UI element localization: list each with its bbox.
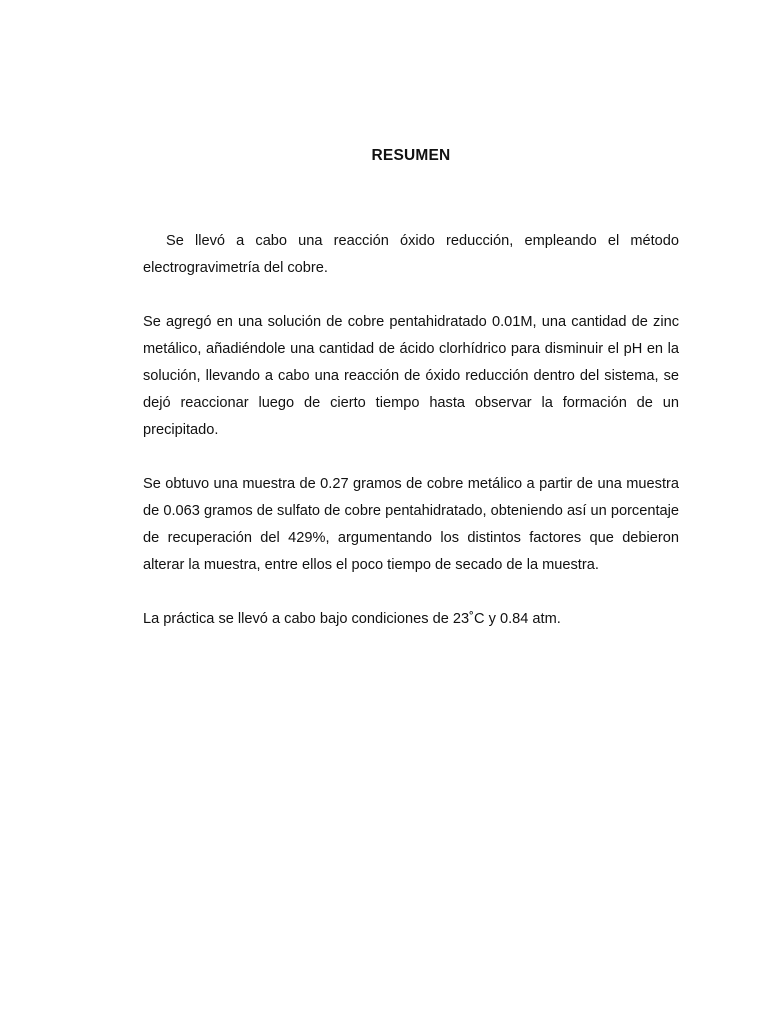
paragraph-procedure: Se agregó en una solución de cobre pentahidratado 0.01M, una cantidad de zinc metálico, añadiéndole una cantidad de ácido clorhídrico para disminuir el pH en la solución, llevando a cabo una reacción de óxido reducción dentro del sistema, se dejó reaccionar luego de cierto tiempo hasta observar la formación de un precipitado. [143,314,679,438]
paragraph-results: Se obtuvo una muestra de 0.27 gramos de cobre metálico a partir de una muestra de 0.063 gramos de sulfato de cobre pentahidratado, obteniendo así un porcentaje de recuperación del 429%, argumentando los distintos factores que debieron alterar la muestra, entre ellos el poco tiempo de secado de la muestra. [143,476,679,573]
paragraph-introduction: Se llevó a cabo una reacción óxido reducción, empleando el método electrogravimetría del cobre. [143,233,679,276]
summary-body [143,228,679,660]
page-title: RESUMEN [371,147,451,164]
paragraph-conditions: La práctica se llevó a cabo bajo condiciones de 23˚C y 0.84 atm. [143,611,561,627]
